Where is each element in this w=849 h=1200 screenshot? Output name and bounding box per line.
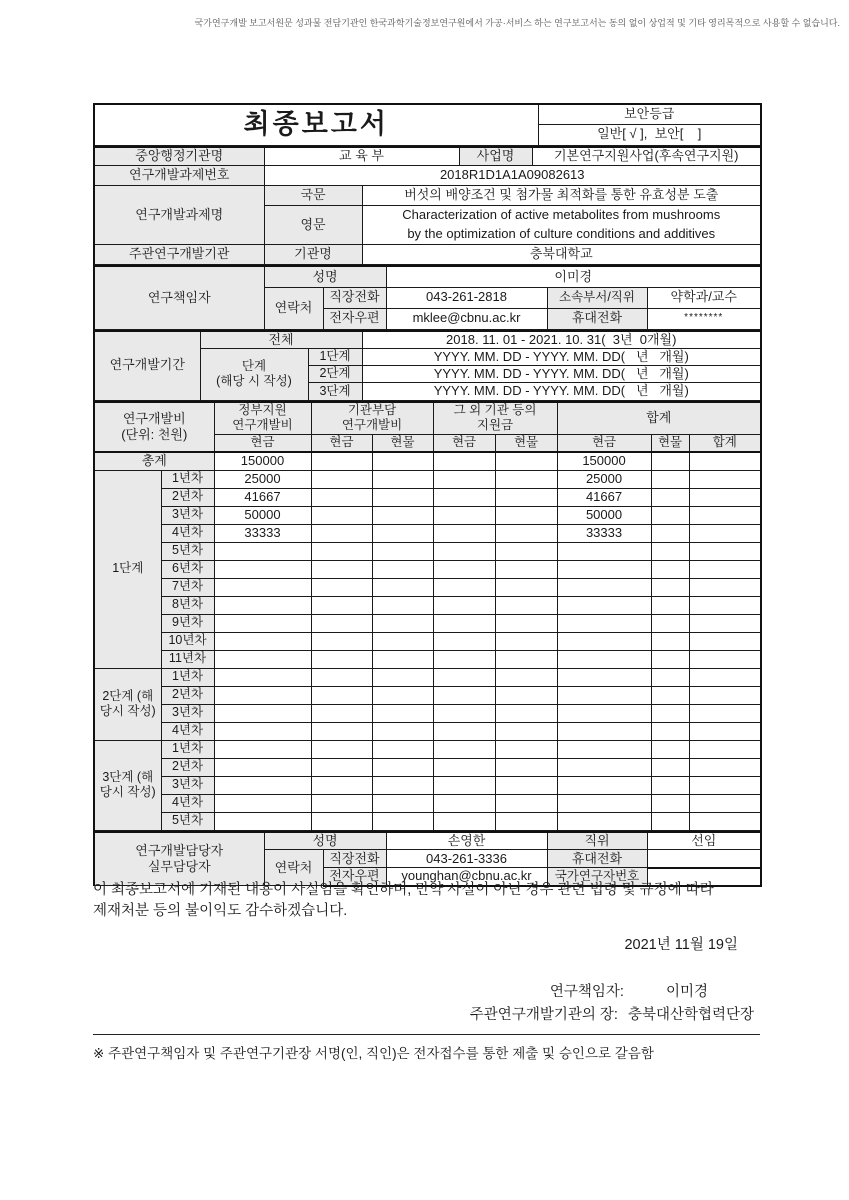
- period-total-value: 2018. 11. 01 - 2021. 10. 31( 3년 0개월): [362, 331, 761, 349]
- budget-sub-sum-cash: 현금: [557, 434, 651, 452]
- stage2-value: YYYY. MM. DD - YYYY. MM. DD( 년 개월): [362, 366, 761, 383]
- footer-divider: [93, 1034, 760, 1035]
- lead-org-label: 주관연구개발기관: [94, 245, 264, 265]
- final-report-form: [93, 103, 760, 887]
- contact-mobile-value: [647, 850, 761, 868]
- pi-table: [93, 265, 762, 330]
- budget-year-label: 9년차: [161, 614, 214, 632]
- table-row: [94, 506, 761, 524]
- title-table: [93, 103, 762, 146]
- pi-name-value: 이미경: [386, 266, 761, 287]
- budget-phase1-label: 1단계: [94, 470, 161, 668]
- budget-sub-gov-cash: 현금: [214, 434, 311, 452]
- budget-title: [94, 402, 214, 453]
- budget-col-inst: [311, 402, 433, 435]
- budget-year-label: 4년차: [161, 524, 214, 542]
- pi-email-value: mklee@cbnu.ac.kr: [386, 308, 547, 329]
- pi-mobile-value: ********: [647, 308, 761, 329]
- declaration-line1: 이 최종보고서에 기재된 내용이 사실임을 확인하며, 만약 사실이 아닌 경우 관련 법령 및 규정에 따라: [93, 882, 714, 898]
- budget-sub-inst-cash: 현금: [311, 434, 372, 452]
- signature-org-label: 주관연구개발기관의 장:: [469, 1007, 618, 1023]
- budget-year-label: 3년차: [161, 776, 214, 794]
- contact-name-label: 성명: [264, 832, 386, 850]
- contact-person-label-line1: 연구개발담당자: [135, 842, 224, 858]
- project-title-label: 연구개발과제명: [94, 186, 264, 245]
- budget-year-label: 4년차: [161, 722, 214, 740]
- contact-table: [93, 831, 762, 887]
- period-label: 연구개발기간: [94, 331, 200, 401]
- period-stage-label: [200, 348, 308, 400]
- pi-email-label: 전자우편: [323, 308, 386, 329]
- budget-sub-sum-total: 합계: [689, 434, 761, 452]
- signature-pi-label: 연구책임자:: [549, 984, 624, 1000]
- project-number-value: 2018R1D1A1A09082613: [264, 166, 761, 186]
- english-title-line1: Characterization of active metabolites from mushrooms: [402, 207, 721, 223]
- pi-contact-label: 연락처: [264, 287, 323, 329]
- contact-contact-label: 연락처: [264, 850, 323, 886]
- budget-year-label: 6년차: [161, 560, 214, 578]
- table-row: [94, 614, 761, 632]
- budget-sub-inst-inkind: 현물: [372, 434, 433, 452]
- signature-org-head: [93, 1003, 760, 1024]
- table-row: [94, 668, 761, 686]
- budget-year-label: 2년차: [161, 686, 214, 704]
- budget-year-label: 5년차: [161, 812, 214, 830]
- budget-col-inst-line1: 기관부담: [347, 402, 397, 417]
- budget-year-label: 8년차: [161, 596, 214, 614]
- copyright-notice: 국가연구개발 보고서원문 성과물 전담기관인 한국과학기술정보연구원에서 가공·서비스 하는 연구보고서는 동의 없이 상업적 및 기타 영리목적으로 사용할 수 없습니다.: [194, 18, 840, 28]
- budget-title-line2: (단위: 천원): [121, 426, 188, 442]
- english-title-label: 영문: [264, 206, 362, 245]
- budget-title-line1: 연구개발비: [122, 410, 186, 426]
- program-value: 기본연구지원사업(후속연구지원): [532, 147, 761, 166]
- table-row: [94, 596, 761, 614]
- agency-value: 교 육 부: [264, 147, 459, 166]
- footnote: ※ 주관연구책임자 및 주관연구기관장 서명(인, 직인)은 전자접수를 통한 제출 및 승인으로 갈음함: [93, 1046, 654, 1061]
- table-row: [94, 758, 761, 776]
- budget-year-label: 2년차: [161, 758, 214, 776]
- report-date: 2021년 11월 19일: [624, 937, 738, 953]
- budget-col-other: [433, 402, 557, 435]
- declaration-statement: [93, 880, 760, 922]
- period-table: [93, 330, 762, 401]
- english-title-value: [362, 206, 761, 245]
- budget-col-gov-line1: 정부지원: [238, 402, 287, 417]
- budget-total-label: 총계: [94, 452, 214, 470]
- table-row: [94, 470, 761, 488]
- budget-total-row: [94, 452, 761, 470]
- budget-year-label: 3년차: [161, 704, 214, 722]
- budget-col-gov-line2: 연구개발비: [232, 418, 293, 433]
- budget-gov-cash: 33333: [214, 524, 311, 542]
- contact-person-label: [94, 832, 264, 886]
- table-row: [94, 488, 761, 506]
- table-row: [94, 686, 761, 704]
- budget-sum-cash: 25000: [557, 470, 651, 488]
- table-row: [94, 722, 761, 740]
- stage1-label: 1단계: [308, 348, 362, 365]
- program-label: 사업명: [459, 147, 532, 166]
- stage3-value: YYYY. MM. DD - YYYY. MM. DD( 년 개월): [362, 383, 761, 400]
- table-row: [94, 560, 761, 578]
- contact-phone-value: 043-261-3336: [386, 850, 547, 868]
- period-stage-label-line1: 단계: [241, 358, 267, 373]
- pi-label: 연구책임자: [94, 266, 264, 329]
- contact-title-value: 선임: [647, 832, 761, 850]
- security-grade-value: 일반[ √ ], 보안[ ]: [538, 124, 761, 145]
- table-row: [94, 776, 761, 794]
- table-row: [94, 794, 761, 812]
- project-number-label: 연구개발과제번호: [94, 166, 264, 186]
- budget-year-label: 1년차: [161, 740, 214, 758]
- budget-year-label: 1년차: [161, 668, 214, 686]
- budget-sub-sum-inkind: 현물: [651, 434, 689, 452]
- budget-total-gov-cash: 150000: [214, 452, 311, 470]
- footer-block: [93, 880, 760, 1062]
- budget-year-label: 5년차: [161, 542, 214, 560]
- contact-rid-label: 국가연구자번호: [547, 868, 647, 886]
- org-name-value: 충북대학교: [362, 245, 761, 265]
- budget-col-gov: [214, 402, 311, 435]
- agency-label: 중앙행정기관명: [94, 147, 264, 166]
- budget-sub-other-cash: 현금: [433, 434, 495, 452]
- pi-mobile-label: 휴대전화: [547, 308, 647, 329]
- pi-phone-value: 043-261-2818: [386, 287, 547, 308]
- contact-phone-label: 직장전화: [323, 850, 386, 868]
- table-row: [94, 632, 761, 650]
- budget-phase3-label: 3단계 (해당시 작성): [94, 740, 161, 830]
- signature-org-name: 충북대산학협력단장: [627, 1007, 754, 1023]
- budget-year-label: 1년차: [161, 470, 214, 488]
- budget-sum-cash: 41667: [557, 488, 651, 506]
- budget-year-label: 11년차: [161, 650, 214, 668]
- table-row: [94, 542, 761, 560]
- english-title-line2: by the optimization of culture conditions and additives: [407, 226, 716, 241]
- budget-sub-other-inkind: 현물: [495, 434, 557, 452]
- budget-col-inst-line2: 연구개발비: [341, 418, 403, 433]
- korean-title-value: 버섯의 배양조건 및 첨가물 최적화를 통한 유효성분 도출: [362, 186, 761, 206]
- pi-dept-label: 소속부서/직위: [547, 287, 647, 308]
- period-stage-label-line2: (해당 시 작성): [216, 374, 292, 389]
- stage3-label: 3단계: [308, 383, 362, 400]
- table-row: [94, 704, 761, 722]
- security-grade-label: 보안등급: [538, 104, 761, 124]
- pi-phone-label: 직장전화: [323, 287, 386, 308]
- contact-title-label: 직위: [547, 832, 647, 850]
- budget-year-label: 3년차: [161, 506, 214, 524]
- stage1-value: YYYY. MM. DD - YYYY. MM. DD( 년 개월): [362, 348, 761, 365]
- project-info-table: [93, 146, 762, 266]
- pi-dept-value: 약학과/교수: [647, 287, 761, 308]
- org-name-label: 기관명: [264, 245, 362, 265]
- signature-pi-name: 이미경: [665, 984, 708, 1000]
- budget-table: [93, 401, 762, 831]
- table-row: [94, 524, 761, 542]
- budget-col-sum: 합계: [557, 402, 761, 435]
- budget-sum-cash: 50000: [557, 506, 651, 524]
- contact-email-label: 전자우편: [323, 868, 386, 886]
- contact-name-value: 손영한: [386, 832, 547, 850]
- contact-person-label-line2: 실무담당자: [147, 859, 211, 874]
- budget-year-label: 2년차: [161, 488, 214, 506]
- period-total-label: 전체: [200, 331, 362, 349]
- budget-gov-cash: 50000: [214, 506, 311, 524]
- declaration-line2: 제재처분 등의 불이익도 감수하겠습니다.: [93, 903, 348, 919]
- pi-name-label: 성명: [264, 266, 386, 287]
- table-row: [94, 578, 761, 596]
- budget-year-label: 10년차: [161, 632, 214, 650]
- signature-pi: [93, 980, 760, 1001]
- contact-email-value: younghan@cbnu.ac.kr: [386, 868, 547, 886]
- budget-phase2-label: 2단계 (해당시 작성): [94, 668, 161, 740]
- korean-title-label: 국문: [264, 186, 362, 206]
- table-row: [94, 812, 761, 830]
- budget-year-label: 7년차: [161, 578, 214, 596]
- budget-col-other-line1: 그 외 기관 등의: [453, 402, 537, 417]
- budget-year-label: 4년차: [161, 794, 214, 812]
- budget-col-other-line2: 지원금: [476, 418, 514, 433]
- report-title: 최종보고서: [94, 104, 538, 145]
- budget-total-sum-cash: 150000: [557, 452, 651, 470]
- table-row: [94, 650, 761, 668]
- budget-gov-cash: 25000: [214, 470, 311, 488]
- budget-sum-cash: 33333: [557, 524, 651, 542]
- budget-gov-cash: 41667: [214, 488, 311, 506]
- table-row: [94, 740, 761, 758]
- contact-mobile-label: 휴대전화: [547, 850, 647, 868]
- stage2-label: 2단계: [308, 366, 362, 383]
